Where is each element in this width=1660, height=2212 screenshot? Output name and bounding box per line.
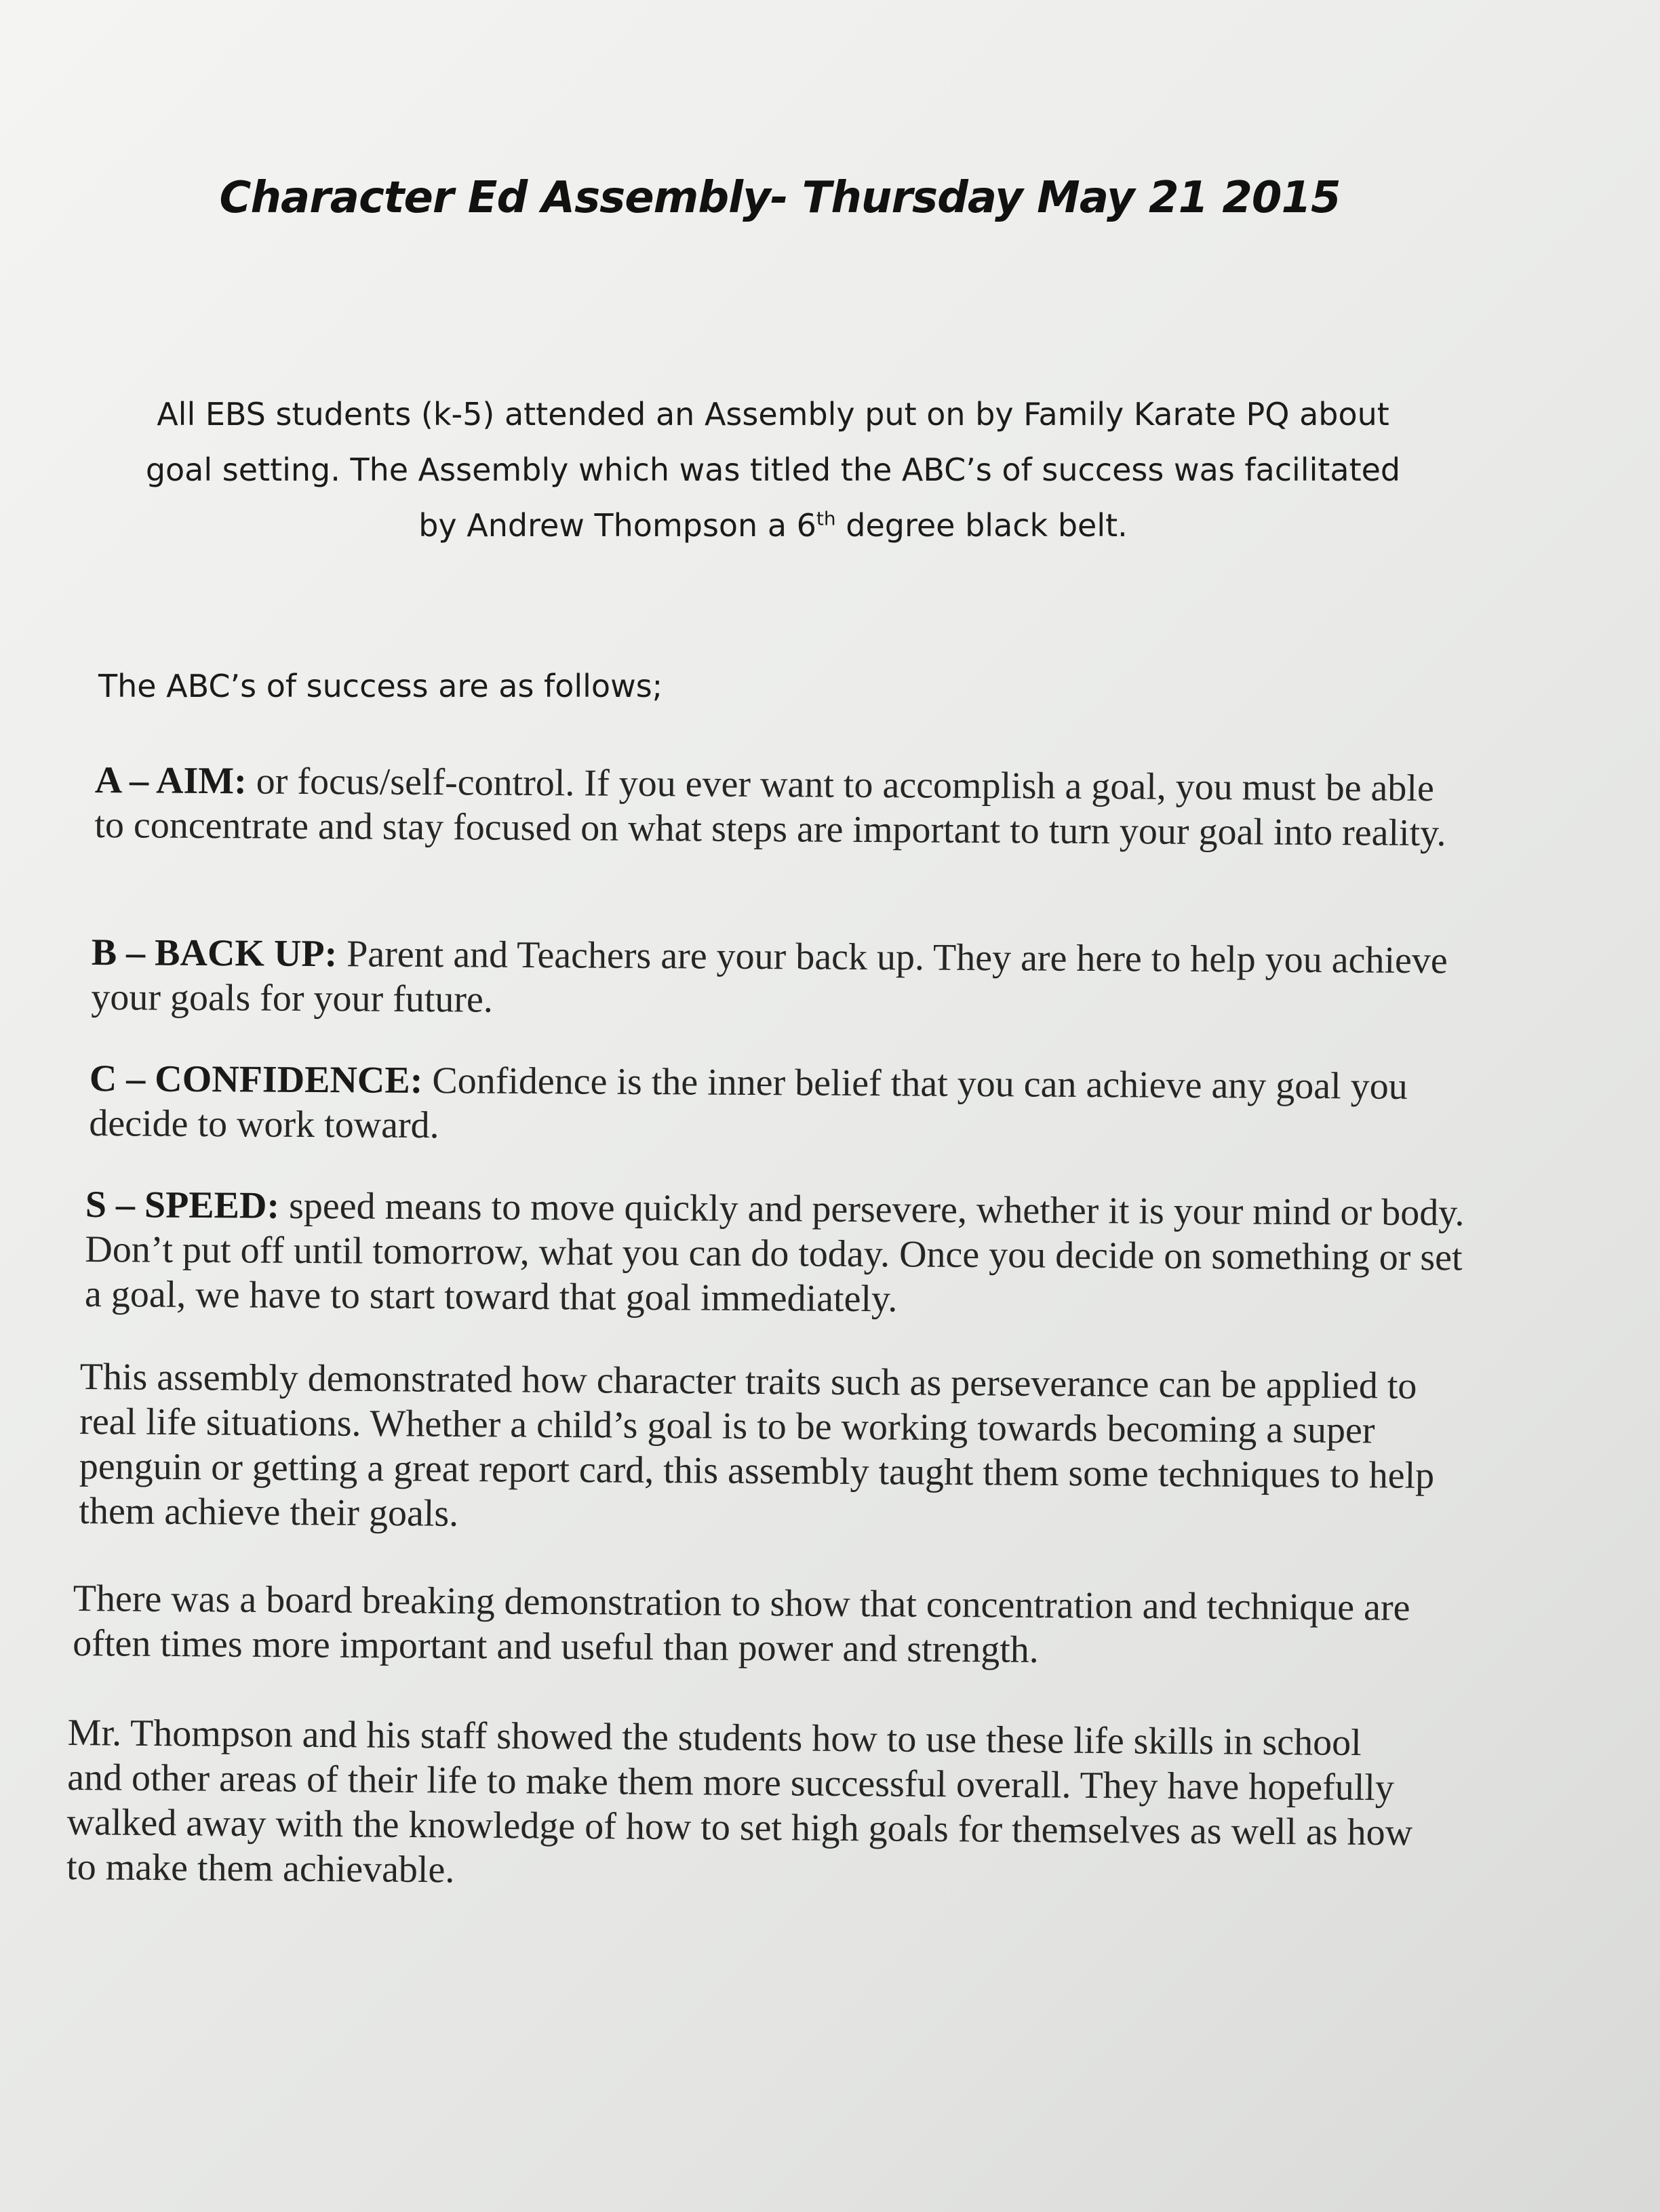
intro-line-1: All EBS students (k-5) attended an Assembly put on by Family Karate PQ about bbox=[157, 396, 1389, 433]
page-title: Character Ed Assembly- Thursday May 21 2015 bbox=[219, 173, 1341, 223]
abc-text-back-up: Parent and Teachers are your back up. They are here to help you achieve your goals for your future. bbox=[91, 933, 1448, 1021]
intro-paragraph bbox=[108, 386, 1438, 553]
abc-term-aim: A – AIM: bbox=[94, 759, 247, 803]
abc-term-back-up: B – BACK UP: bbox=[91, 931, 338, 976]
abc-lead-text: The ABC’s of success are as follows; bbox=[98, 668, 663, 704]
abc-text-speed: speed means to move quickly and persevere, whether it is your mind or body. Don’t put off until tomorrow, what you can do today. Once you decide on something or set a goal, we have to start toward that goal immediately. bbox=[84, 1184, 1465, 1321]
ordinal-suffix: th bbox=[816, 507, 836, 530]
intro-line-2: goal setting. The Assembly which was titled the ABC’s of success was facilitated bbox=[145, 451, 1401, 488]
abc-item-speed bbox=[85, 1182, 1476, 1325]
abc-term-speed: S – SPEED: bbox=[85, 1184, 280, 1227]
abc-item-confidence bbox=[89, 1056, 1446, 1154]
intro-line-3 bbox=[108, 498, 1438, 553]
abc-term-confidence: C – CONFIDENCE: bbox=[89, 1058, 423, 1102]
abc-text-confidence: Confidence is the inner belief that you can achieve any goal you decide to work toward. bbox=[89, 1060, 1408, 1147]
abc-item-aim bbox=[94, 758, 1451, 856]
body-paragraph-demonstration: This assembly demonstrated how character traits such as perseverance can be applied to real life situations. Whether a child’s goal is to be working towards becoming a super penguin or getting a great report card, this assembly taught them some techniques to help them achieve their goals. bbox=[79, 1356, 1435, 1535]
intro-line-3-end: degree black belt. bbox=[835, 507, 1128, 544]
body-paragraph-board-breaking: There was a board breaking demonstration to show that concentration and technique are often times more important and useful than power and strength. bbox=[73, 1577, 1410, 1671]
abc-text-aim: or focus/self-control. If you ever want to accomplish a goal, you must be able to concentrate and stay focused on what steps are important to turn your goal into reality. bbox=[94, 760, 1446, 855]
abc-item-back-up bbox=[91, 930, 1448, 1028]
intro-line-3-start: by Andrew Thompson a 6 bbox=[418, 507, 816, 544]
body-paragraph-life-skills: Mr. Thompson and his staff showed the students how to use these life skills in school and other areas of their life to make them more successful overall. They have hopefully walked away with the knowledge of how to set high goals for themselves as well as how to make them achievable. bbox=[66, 1712, 1413, 1891]
